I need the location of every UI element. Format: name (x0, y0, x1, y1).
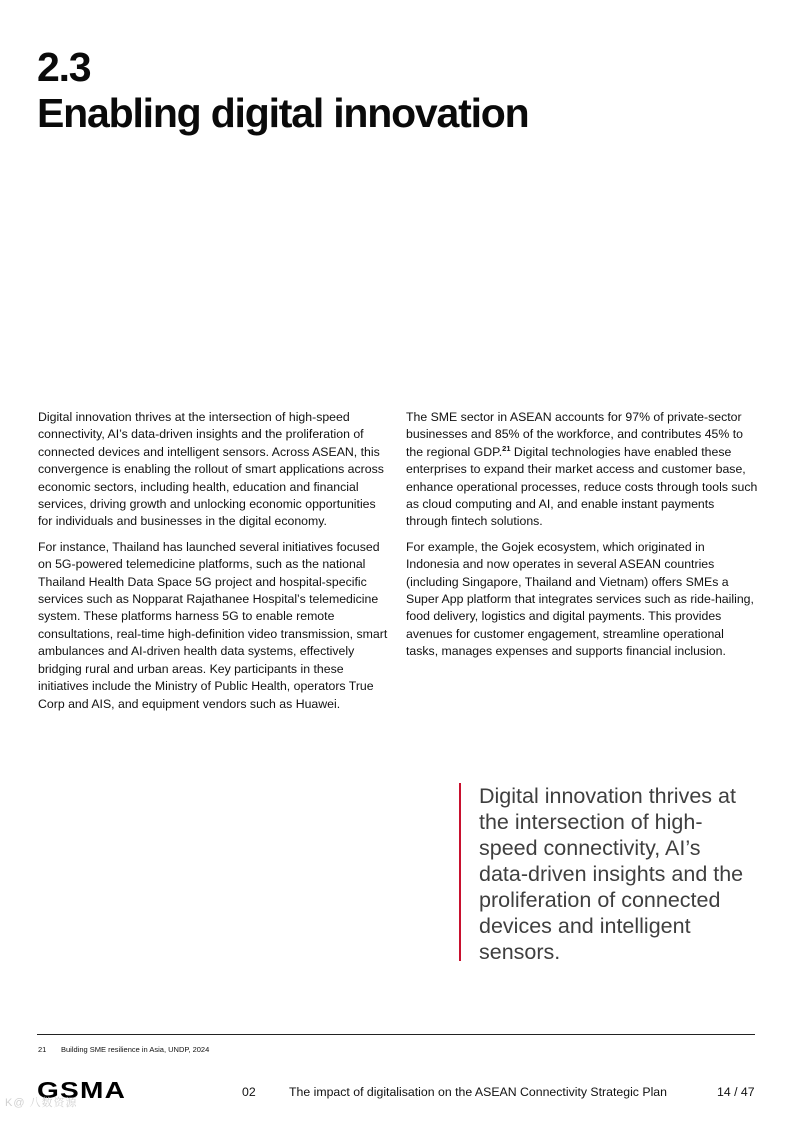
right-paragraph-1 (406, 409, 758, 531)
pull-quote (459, 783, 751, 964)
footer-chapter-number[interactable]: 02 (242, 1085, 256, 1099)
section-heading (37, 44, 528, 136)
pull-quote-text: Digital innovation thrives at the intersection of high-speed connectivity, AI’s data-driven insights and the proliferation of connected devices and intelligent sensors. (479, 784, 744, 964)
footnote-reference[interactable]: 21 (502, 443, 511, 453)
footer-divider (37, 1034, 755, 1035)
footnote (38, 1045, 209, 1055)
section-title: Enabling digital innovation (37, 90, 529, 136)
right-column (406, 409, 758, 669)
footer-page-number: 14 / 47 (717, 1085, 755, 1099)
right-paragraph-2: For example, the Gojek ecosystem, which originated in Indonesia and now operates in several ASEAN countries (including Singapore, Thailand and Vietnam) offers SMEs a Super App platform that integrates services such as ride-hailing, food delivery, logistics and digital payments. This provides avenues for customer engagement, streamline operational tasks, manages expenses and supports financial inclusion. (406, 539, 754, 659)
left-column (38, 409, 388, 721)
footnote-number: 21 (38, 1045, 47, 1054)
footer-document-title[interactable]: The impact of digitalisation on the ASEAN Connectivity Strategic Plan (289, 1085, 667, 1099)
left-paragraph-1: Digital innovation thrives at the intersection of high-speed connectivity, AI’s data-driven insights and the proliferation of connected devices and intelligent sensors. Across ASEAN, this convergence is enabling the rollout of smart applications across economic sectors, including health, education and financial services, driving growth and unlocking economic opportunities for individuals and businesses in the digital economy. (38, 410, 384, 529)
watermark: K@ 八数资源 (5, 1097, 78, 1109)
gsma-logo[interactable]: GSMA (37, 1077, 127, 1103)
right-paragraph-1-start: The SME sector in ASEAN accounts for 97% of private-sector businesses and 85% of the workforce, and contributes 45% to the regional GDP. (406, 410, 743, 459)
section-number: 2.3 (37, 44, 91, 90)
left-paragraph-2: For instance, Thailand has launched several initiatives focused on 5G-powered telemedicine platforms, such as the national Thailand Health Data Space 5G project and hospital-specific services such as Nopparat Rajathanee Hospital’s telemedicine system. These platforms harness 5G to enable remote consultations, real-time high-definition video transmission, smart ambulances and AI-driven health data systems, effectively bridging rural and urban areas. Key participants in these initiatives include the Ministry of Public Health, operators True Corp and AIS, and equipment vendors such as Huawei. (38, 539, 388, 711)
footnote-text: Building SME resilience in Asia, UNDP, 2024 (61, 1045, 210, 1054)
right-paragraph-1-end: Digital technologies have enabled these enterprises to expand their market access and customer base, enhance operational processes, reduce costs through tools such as cloud computing and AI, and enable instant payments through fintech solutions. (406, 444, 758, 529)
